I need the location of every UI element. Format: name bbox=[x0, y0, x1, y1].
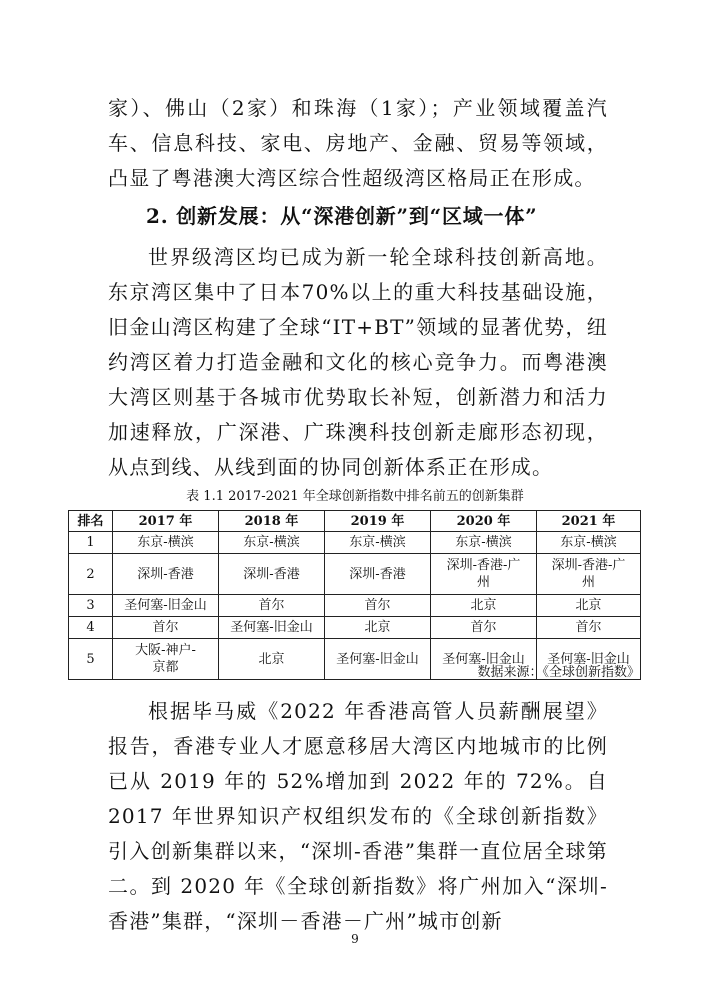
paragraph-innovation: 世界级湾区均已成为新一轮全球科技创新高地。东京湾区集中了日本70%以上的重大科技基础设施，旧金山湾区构建了全球“IT+BT”领域的显著优势，纽约湾区着力打造金融和文化的核心竞争力。而粤港澳大湾区则基于各城市优势取长补短，创新潜力和活力加速释放，广深港、广珠澳科技创新走廊形态初现，从点到线、从线到面的协同创新体系正在形成。 bbox=[108, 245, 608, 479]
header-2017: 2017 年 bbox=[113, 511, 219, 532]
header-2021: 2021 年 bbox=[537, 511, 641, 532]
table-cell: 首尔 bbox=[113, 617, 219, 639]
table-cell: 首尔 bbox=[325, 595, 431, 617]
section-heading: 2. 创新发展：从“深港创新”到“区域一体” bbox=[146, 204, 538, 228]
table-cell: 圣何塞-旧金山 bbox=[219, 617, 325, 639]
table-cell: 北京 bbox=[219, 639, 325, 680]
innovation-cluster-table bbox=[68, 510, 641, 680]
table-cell: 北京 bbox=[431, 595, 537, 617]
table-cell: 2 bbox=[69, 554, 113, 595]
table-cell: 圣何塞-旧金山 bbox=[431, 639, 537, 680]
header-2019: 2019 年 bbox=[325, 511, 431, 532]
table-cell: 东京-横滨 bbox=[537, 532, 641, 554]
table-caption: 表 1.1 2017-2021 年全球创新指数中排名前五的创新集群 bbox=[186, 489, 524, 504]
table-cell: 深圳-香港 bbox=[325, 554, 431, 595]
header-2018: 2018 年 bbox=[219, 511, 325, 532]
table-cell: 1 bbox=[69, 532, 113, 554]
header-rank: 排名 bbox=[69, 511, 113, 532]
table-header-row bbox=[69, 511, 641, 532]
table-cell: 首尔 bbox=[431, 617, 537, 639]
table-cell: 东京-横滨 bbox=[431, 532, 537, 554]
paragraph-continued: 家）、佛山（2家）和珠海（1家）；产业领域覆盖汽车、信息科技、家电、房地产、金融、贸易等领域，凸显了粤港澳大湾区综合性超级湾区格局正在形成。 bbox=[108, 96, 608, 190]
table-cell: 东京-横滨 bbox=[219, 532, 325, 554]
page-number: 9 bbox=[351, 932, 359, 946]
table-cell: 东京-横滨 bbox=[113, 532, 219, 554]
table-cell: 北京 bbox=[325, 617, 431, 639]
table-cell: 圣何塞-旧金山 bbox=[113, 595, 219, 617]
table-cell: 深圳-香港 bbox=[219, 554, 325, 595]
table-cell: 东京-横滨 bbox=[325, 532, 431, 554]
table-cell: 首尔 bbox=[219, 595, 325, 617]
table-cell: 深圳-香港 bbox=[113, 554, 219, 595]
paragraph-kpmg: 根据毕马威《2022 年香港高管人员薪酬展望》报告，香港专业人才愿意移居大湾区内地城市的比例已从 2019 年的 52%增加到 2022 年的 72%。自 2017 年世界知识产权组织发布的《全球创新指数》引入创新集群以来，“深圳-香港”集群一直位居全球第二。到 2020 年《全球创新指数》将广州加入“深圳-香港”集群，“深圳－香港－广州”城市创新 bbox=[108, 699, 608, 933]
data-source: 数据来源：《全球创新指数》 bbox=[477, 665, 640, 680]
table-cell: 大阪-神户-京都 bbox=[113, 639, 219, 680]
table-cell: 4 bbox=[69, 617, 113, 639]
table-cell: 圣何塞-旧金山 bbox=[325, 639, 431, 680]
table-row bbox=[69, 617, 641, 639]
table-row bbox=[69, 532, 641, 554]
table-cell: 首尔 bbox=[537, 617, 641, 639]
header-2020: 2020 年 bbox=[431, 511, 537, 532]
table-row bbox=[69, 595, 641, 617]
table-row bbox=[69, 554, 641, 595]
table-cell: 圣何塞-旧金山 bbox=[537, 639, 641, 680]
table-cell: 深圳-香港-广州 bbox=[431, 554, 537, 595]
table-cell: 5 bbox=[69, 639, 113, 680]
table-cell: 3 bbox=[69, 595, 113, 617]
table-cell: 深圳-香港-广州 bbox=[537, 554, 641, 595]
table-cell: 北京 bbox=[537, 595, 641, 617]
